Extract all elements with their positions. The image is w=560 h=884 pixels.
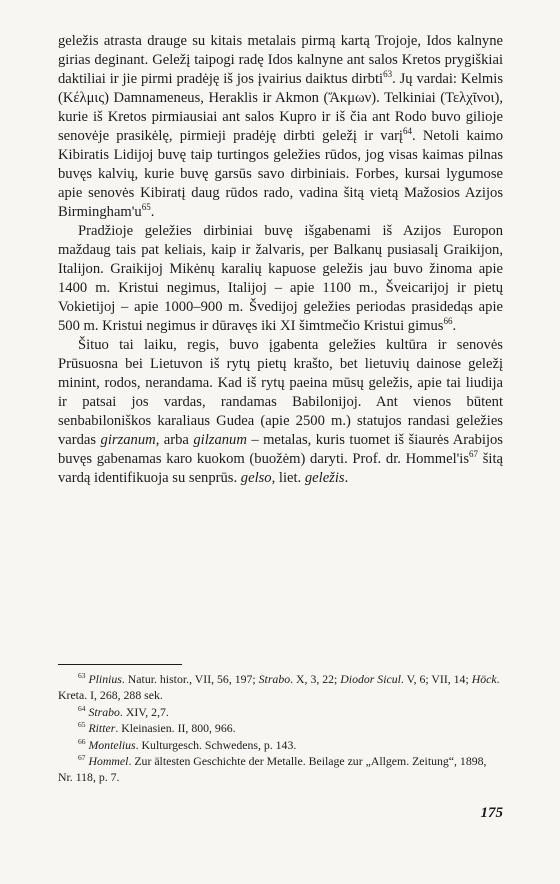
- paragraph-2: [58, 222, 503, 336]
- text-run: . Natur. histor., VII, 56, 197;: [121, 672, 259, 686]
- footnote-64: [58, 704, 503, 720]
- italic-term: Diodor Sicul: [340, 672, 401, 686]
- footnote-67: [58, 753, 503, 786]
- text-run: .: [150, 204, 155, 220]
- text-run: . Jų vardai: Kelmis (Κέλμις) Damnameneus, Heraklis ir Akmon (Ἄκμων). Telkiniai (Τελχῖνοι), kurie iš Kretos pirmiausiai ant salos Kupro ir iš čia ant Rodo buvo gilioje senovėje prasikėlę, pirmieji pradėję dirbti geležį ir varį: [58, 71, 504, 144]
- italic-term: Ritter: [88, 721, 116, 736]
- page-number: 175: [480, 805, 503, 821]
- text-run: . Kreta. I, 268, 288 sek.: [58, 672, 500, 703]
- text-run: . XIV, 2,7.: [119, 704, 169, 719]
- footnote-ref: 65: [78, 720, 86, 730]
- text-run: , liet.: [271, 470, 305, 486]
- body-text: [58, 32, 503, 488]
- text-run: , arba: [155, 432, 194, 448]
- text-run: – metalas, kuris tuomet iš šiaurės Arabijos buvęs gabenamas karo kuokom (buožėm) daryti. Prof. dr. Hommel'is: [58, 432, 503, 467]
- text-run: . Zur ältesten Geschichte der Metalle. Beilage zur „Allgem. Zeitung“, 1898, Nr. 118, p. 7.: [58, 754, 487, 785]
- footnote-ref: 64: [403, 126, 412, 137]
- footnote-ref: 64: [78, 703, 86, 713]
- text-run: Pradžioje geležies dirbiniai buvę išgabenami iš Azijos Europon maždaug tais pat keliais, kaip ir žalvaris, per Balkanų pusiasalį Graikijon, Italijon. Graikijoj Mikėnų karalių kapuose geležis jau buvo žinoma apie 1400 m. Kristui negimus, Italijoj – apie 1100 m., Šveicarijoj ir pietų Vokietijoj – apie 1000–900 m. Švedijoj geležies periodas prasidedąs apie 500 m. Kristui negimus ir dūravęs iki XI šimtmečio Kristui gimus: [58, 223, 503, 334]
- footnote-ref: 67: [78, 753, 86, 763]
- italic-term: Strabo: [88, 704, 120, 719]
- footnote-66: [58, 737, 503, 753]
- footnotes: [58, 671, 503, 786]
- footnote-ref: 65: [141, 202, 151, 213]
- text-run: . Kulturgesch. Schwedens, p. 143.: [135, 737, 297, 752]
- paragraph-3: [58, 336, 503, 488]
- italic-term: gilzanum: [193, 432, 247, 448]
- text-run: . X, 3, 22;: [290, 672, 341, 686]
- paragraph-1: [58, 32, 503, 222]
- italic-term: girzanum: [100, 432, 156, 448]
- text-run: geležis atrasta drauge su kitais metalais pirmą kartą Trojoje, Idos kalnyne girias deginant. Geležį taipogi radę Idos kalnyne ant salos Kretos prygiškiai daktiliai ir jie pirmi pradėję iš jos įvairius daiktus dirbti: [58, 33, 503, 87]
- text-run: Šituo tai laiku, regis, buvo įgabenta geležies kultūra ir senovės Prūsuosna bei Lietuvon iš rytų pietų krašto, bet lietuvių dainose geležį minint, rodos, nerandama. Kad iš rytų paeina mūsų geležis, apie tai liudija ir patsai jos vardas, randamas Babilonijoj. Ant vienos būtent senbabiloniškos karaliaus Gudea (apie 2500 m.) statujos randasi geležies vardas: [58, 337, 503, 448]
- text-run: šitą vardą identifikuoja su senprūs.: [58, 451, 503, 486]
- italic-term: Strabo: [258, 672, 291, 686]
- text-run: .: [344, 470, 349, 486]
- italic-term: Höck: [471, 672, 497, 686]
- italic-term: Montelius: [88, 737, 136, 752]
- footnote-63: [58, 671, 503, 704]
- text-run: . Kleinasien. II, 800, 966.: [115, 721, 236, 736]
- footnote-65: [58, 720, 503, 736]
- text-run: . V, 6; VII, 14;: [400, 672, 472, 686]
- footnote-divider: [58, 664, 182, 665]
- text-run: .: [452, 318, 457, 334]
- text-run: . Netoli kaimo Kibiratis Lidijoj buvę taip turtingos geležies rūdos, jog visas kaimas pilnas buvęs kalvių, kurie buvę garsūs savo dirbiniais. Forbes, kursai lygumose apie senovės Kibiratį daug rūdos rado, vadina šitą vietą Mažosios Azijos Birmingham'u: [58, 128, 504, 220]
- footnote-ref: 63: [78, 671, 86, 681]
- italic-term: Hommel: [88, 754, 129, 769]
- italic-term: Plinius: [88, 672, 122, 686]
- italic-term: geležis: [304, 470, 345, 486]
- footnote-ref: 66: [443, 316, 453, 327]
- italic-term: gelso: [240, 470, 272, 486]
- footnote-ref: 63: [383, 69, 393, 80]
- footnote-ref: 66: [78, 736, 86, 746]
- footnote-ref: 67: [469, 449, 479, 460]
